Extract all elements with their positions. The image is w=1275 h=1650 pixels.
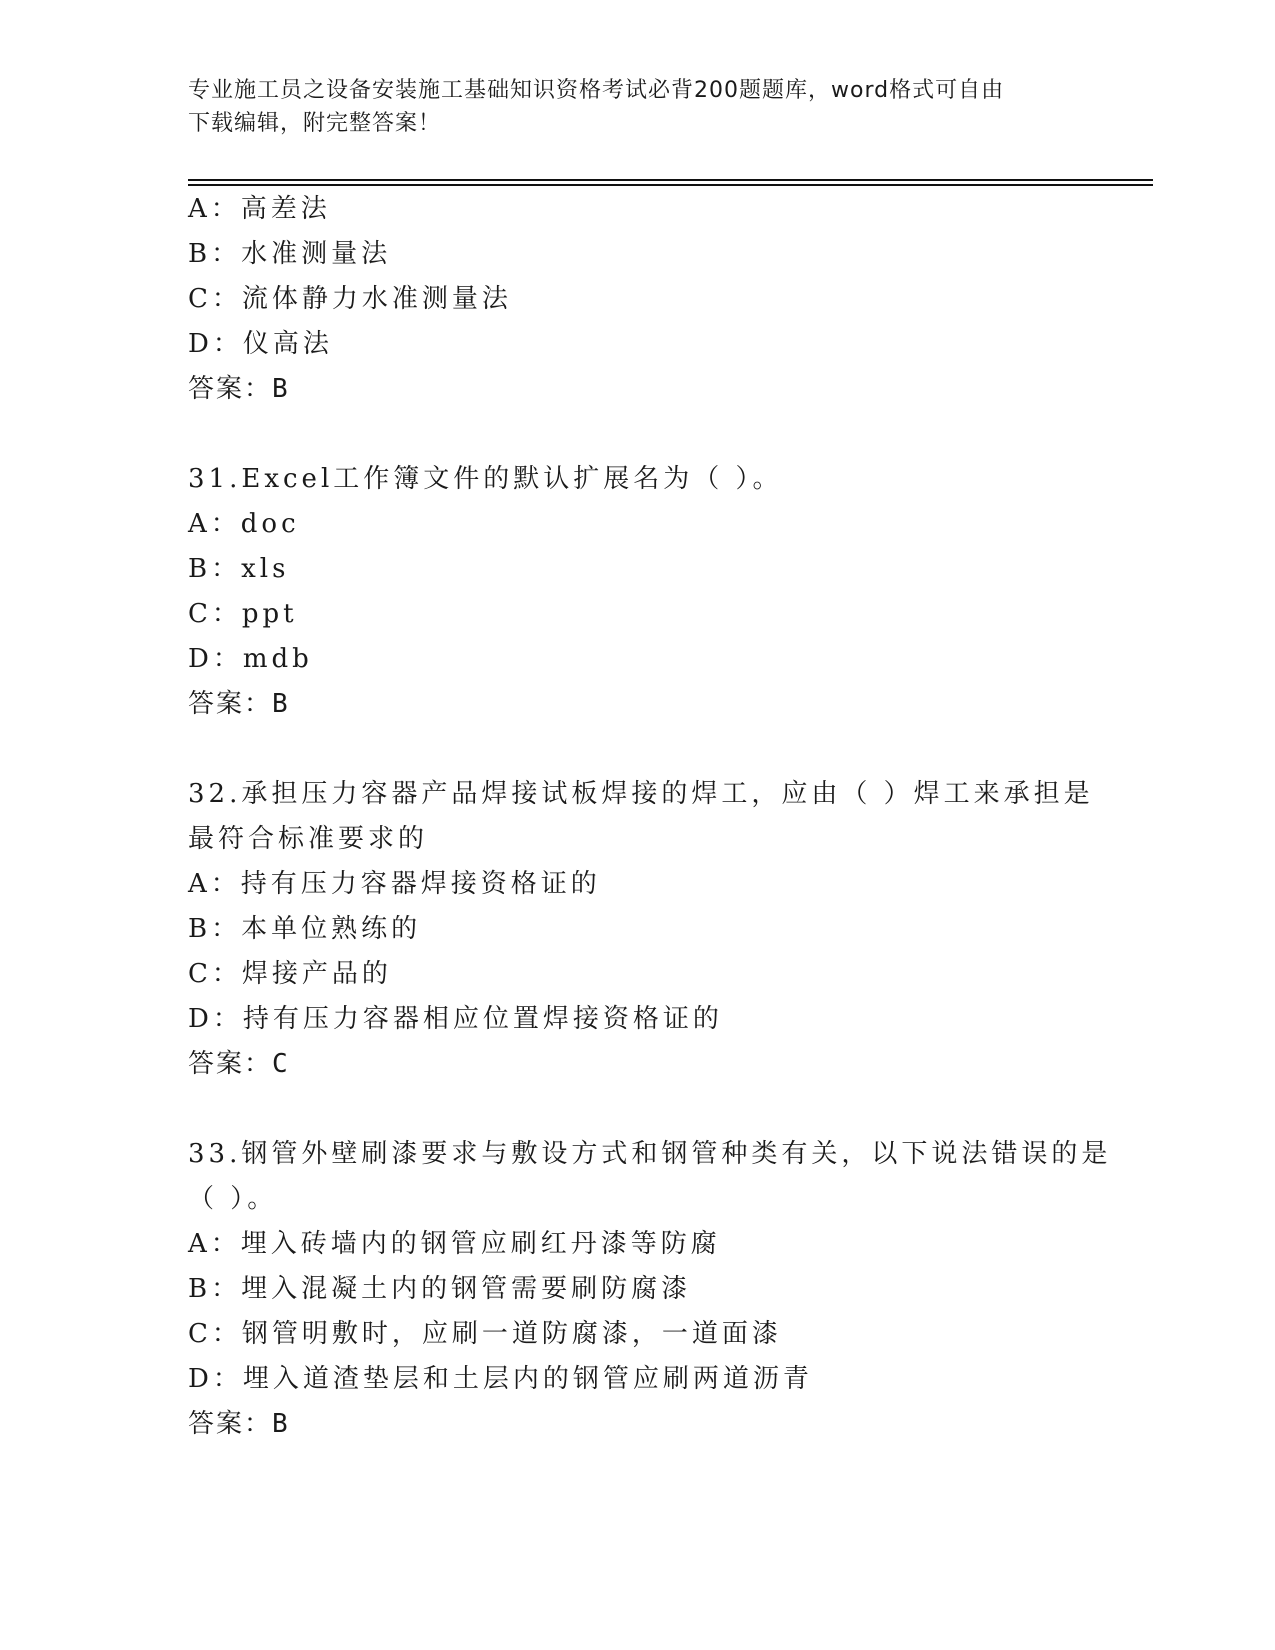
q31-option-b: B：xls (188, 554, 290, 584)
q30-option-c: C：流体静力水准测量法 (188, 284, 512, 314)
q32-option-b: B：本单位熟练的 (188, 914, 422, 944)
q32-option-d: D：持有压力容器相应位置焊接资格证的 (188, 1004, 723, 1034)
answer-letter: C (272, 1049, 290, 1079)
answer-letter: B (272, 374, 290, 404)
q33-stem-line1: 33.钢管外壁刷漆要求与敷设方式和钢管种类有关，以下说法错误的是 (188, 1139, 1112, 1169)
q31-option-d: D：mdb (188, 644, 313, 674)
answer-letter: B (272, 1409, 290, 1439)
q30-option-d: D：仪高法 (188, 329, 333, 359)
q33-answer (188, 1407, 1088, 1441)
q32-stem-line2: 最符合标准要求的 (188, 824, 429, 854)
header-rule-bottom (188, 184, 1153, 186)
page-header: 专业施工员之设备安装施工基础知识资格考试必背200题题库，word格式可自由 下载编辑，附完整答案！ (188, 78, 1005, 136)
q31-option-c: C：ppt (188, 599, 298, 629)
answer-label: 答案： (188, 374, 273, 404)
q31-stem: 31.Excel工作簿文件的默认扩展名为（ ）。 (188, 464, 783, 494)
q32-stem-line1: 32.承担压力容器产品焊接试板焊接的焊工，应由（ ）焊工来承担是 (188, 779, 1094, 809)
q33-option-c: C：钢管明敷时，应刷一道防腐漆，一道面漆 (188, 1319, 782, 1349)
q32-option-a: A：持有压力容器焊接资格证的 (188, 869, 601, 899)
q33-option-a: A：埋入砖墙内的钢管应刷红丹漆等防腐 (188, 1229, 721, 1259)
q32-answer (188, 1047, 1088, 1081)
q30-answer (188, 372, 1088, 406)
answer-label: 答案： (188, 689, 273, 719)
answer-label: 答案： (188, 1049, 273, 1079)
q33-option-b: B：埋入混凝土内的钢管需要刷防腐漆 (188, 1274, 692, 1304)
answer-letter: B (272, 689, 290, 719)
header-rule-top (188, 179, 1153, 181)
q32-option-c: C：焊接产品的 (188, 959, 392, 989)
q30-option-a: A：高差法 (188, 194, 331, 224)
answer-label: 答案： (188, 1409, 273, 1439)
q33-stem-line2: （ ）。 (188, 1184, 278, 1214)
q31-answer (188, 687, 1088, 721)
q30-option-b: B：水准测量法 (188, 239, 392, 269)
q31-option-a: A：doc (188, 509, 300, 539)
q33-option-d: D：埋入道渣垫层和土层内的钢管应刷两道沥青 (188, 1364, 813, 1394)
